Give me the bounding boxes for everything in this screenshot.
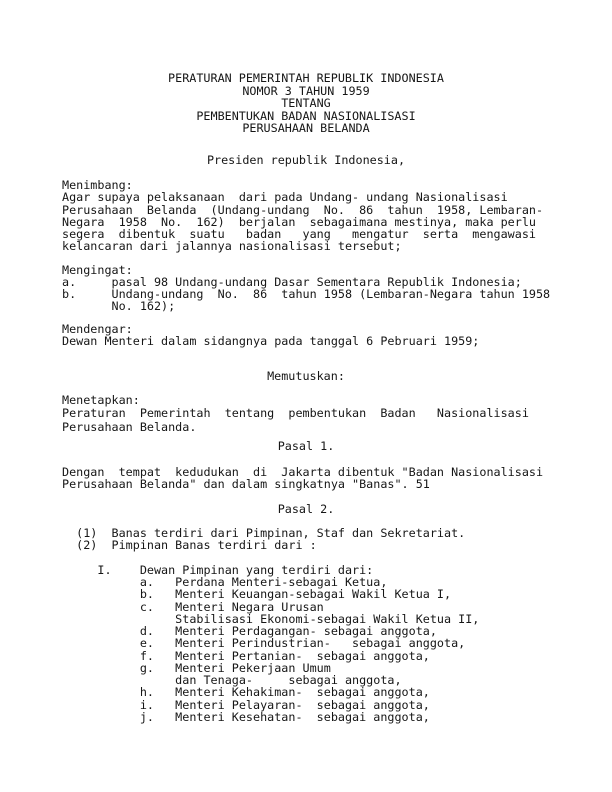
text-line: Stabilisasi Ekonomi-sebagai Wakil Ketua II,: [62, 611, 480, 626]
text-line: e. Menteri Perindustrian- sebagai anggota,: [62, 636, 466, 651]
text-line: TENTANG: [281, 96, 331, 110]
pasal-2-heading: [0, 503, 612, 515]
text-line: Perusahaan Belanda (Undang-undang No. 86 tahun 1958, Lembaran-: [62, 202, 544, 217]
text-line: Perusahaan Belanda" dan dalam singkatnya "Banas". 51: [62, 476, 430, 491]
text-line: Mendengar:: [62, 322, 133, 336]
mendengar-section: [62, 323, 479, 348]
text-line: Menetapkan:: [62, 393, 140, 407]
text-line: Peraturan Pemerintah tentang pembentukan Badan Nasionalisasi: [62, 406, 529, 421]
text-line: PERUSAHAAN BELANDA: [242, 121, 370, 135]
document-title: [0, 72, 612, 135]
menetapkan-section: [62, 394, 529, 434]
salutation-line: [0, 154, 612, 166]
text-line: Dewan Menteri dalam sidangnya pada tanggal 6 Pebruari 1959;: [62, 334, 480, 349]
memutuskan-heading: [0, 370, 612, 382]
text-line: c. Menteri Negara Urusan: [62, 599, 324, 614]
text-line: a. Perdana Menteri-sebagai Ketua,: [62, 575, 388, 589]
text-line: Menimbang:: [62, 178, 133, 192]
text-line: Negara 1958 No. 162) berjalan sebagaimana mestinya, maka perlu: [62, 214, 536, 229]
text-line: Pasal 2.: [277, 501, 335, 516]
text-line: i. Menteri Pelayaran- sebagai anggota,: [62, 697, 430, 712]
text-line: b. Undang-undang No. 86 tahun 1958 (Lembaran-Negara tahun 1958: [62, 287, 551, 302]
text-line: (1) Banas terdiri dari Pimpinan, Staf dan Sekretariat.: [62, 526, 466, 540]
pasal-2-list: [62, 527, 479, 723]
text-line: Pasal 1.: [277, 438, 335, 453]
text-line: NOMOR 3 TAHUN 1959: [242, 83, 370, 98]
text-line: kelancaran dari jalannya nasionalisasi tersebut;: [62, 239, 402, 254]
text-line: a. pasal 98 Undang-undang Dasar Sementara Republik Indonesia;: [62, 274, 522, 289]
mengingat-section: [62, 264, 550, 313]
pasal-1-heading: [0, 440, 612, 452]
text-line: f. Menteri Pertanian- sebagai anggota,: [62, 648, 430, 663]
text-line: j. Menteri Kesehatan- sebagai anggota,: [62, 709, 430, 724]
text-line: Dengan tempat kedudukan di Jakarta dibentuk "Badan Nasionalisasi: [62, 464, 544, 479]
text-line: h. Menteri Kehakiman- sebagai anggota,: [62, 685, 430, 700]
text-line: [62, 552, 479, 564]
menimbang-section: [62, 179, 543, 253]
text-line: b. Menteri Keuangan-sebagai Wakil Ketua I,: [62, 587, 452, 602]
text-line: I. Dewan Pimpinan yang terdiri dari:: [62, 562, 374, 577]
text-line: Mengingat:: [62, 262, 133, 277]
text-line: d. Menteri Perdagangan- sebagai anggota,: [62, 624, 437, 638]
text-line: PEMBENTUKAN BADAN NASIONALISASI: [196, 108, 416, 123]
text-line: (2) Pimpinan Banas terdiri dari :: [62, 538, 317, 553]
text-line: segera dibentuk suatu badan yang mengatur serta mengawasi: [62, 227, 536, 242]
text-line: g. Menteri Pekerjaan Umum: [62, 660, 331, 675]
text-line: Perusahaan Belanda.: [62, 419, 197, 434]
text-line: No. 162);: [62, 299, 176, 314]
text-line: PERATURAN PEMERINTAH REPUBLIK INDONESIA: [168, 71, 444, 85]
text-line: Memutuskan:: [267, 369, 345, 383]
text-line: Agar supaya pelaksanaan dari pada Undang- undang Nasionalisasi: [62, 190, 508, 205]
text-line: Presiden republik Indonesia,: [206, 153, 406, 167]
text-line: dan Tenaga- sebagai anggota,: [62, 673, 402, 687]
pasal-1-body: [62, 466, 543, 491]
